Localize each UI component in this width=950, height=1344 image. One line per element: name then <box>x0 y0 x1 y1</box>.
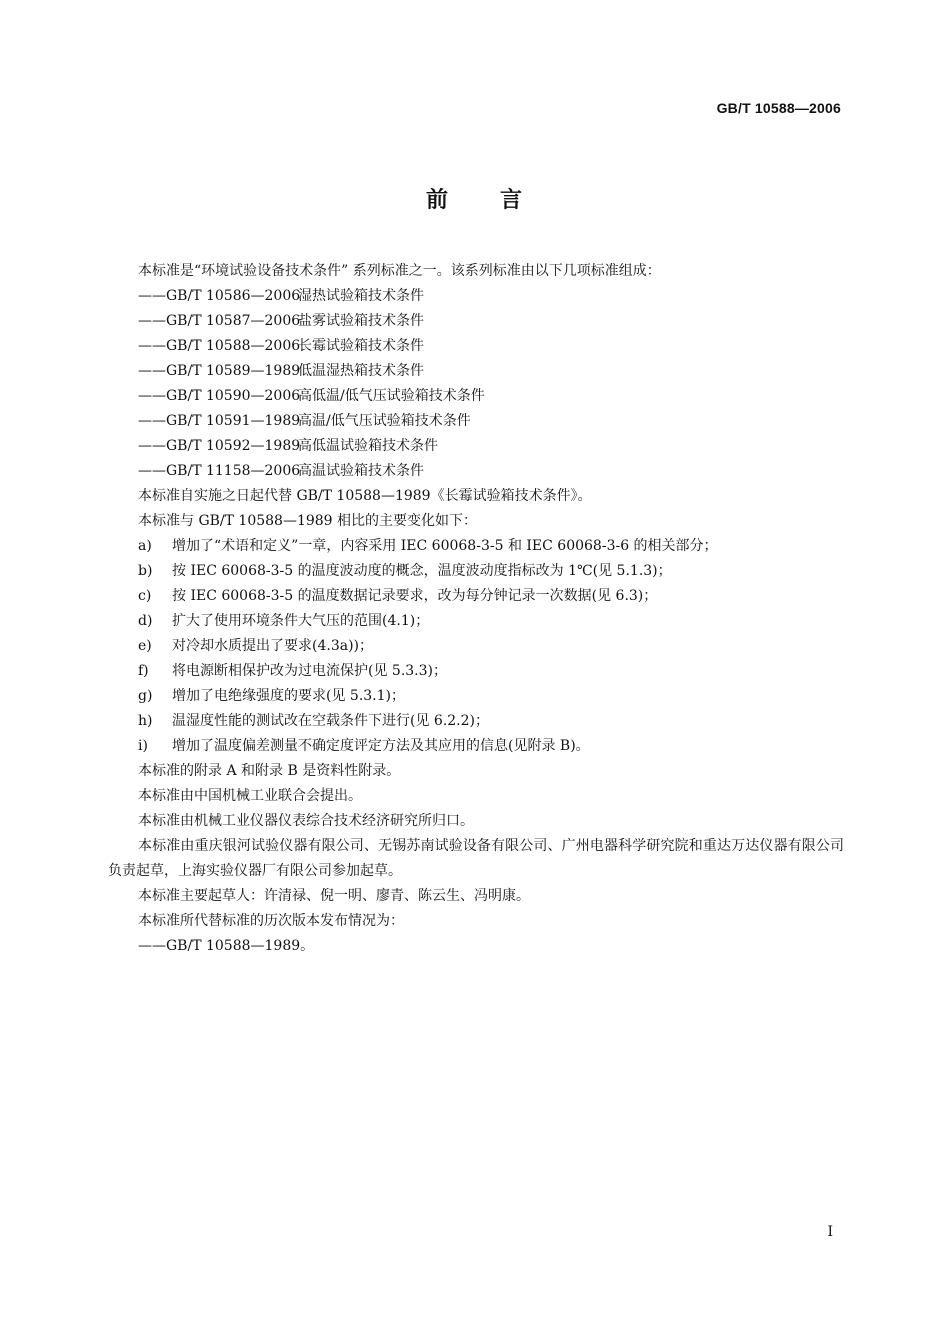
list-item <box>108 609 844 634</box>
changes-intro-paragraph: 本标准与 GB/T 10588—1989 相比的主要变化如下： <box>138 513 478 529</box>
item-text: 温湿度性能的测试改在空载条件下进行(见 6.2.2)； <box>172 713 489 729</box>
list-item <box>108 309 844 334</box>
list-item <box>108 434 844 459</box>
page-title-part2: 言 <box>500 188 525 213</box>
item-marker: c) <box>138 588 152 604</box>
item-text: 对冷却水质提出了要求(4.3a))； <box>172 638 373 654</box>
replaces-paragraph: 本标准自实施之日起代替 GB/T 10588—1989《长霉试验箱技术条件》。 <box>138 488 592 504</box>
list-item <box>108 409 844 434</box>
standard-code: ——GB/T 10586—2006 <box>138 288 301 304</box>
administration-paragraph: 本标准由机械工业仪器仪表综合技术经济研究所归口。 <box>138 813 474 829</box>
standard-name: 低温湿热箱技术条件 <box>298 363 424 379</box>
list-item <box>108 659 844 684</box>
annex-paragraph: 本标准的附录 A 和附录 B 是资料性附录。 <box>138 763 401 779</box>
list-item <box>108 534 844 559</box>
item-text: 增加了温度偏差测量不确定度评定方法及其应用的信息(见附录 B)。 <box>172 738 590 754</box>
item-text: 扩大了使用环境条件大气压的范围(4.1)； <box>172 613 430 629</box>
standard-code: ——GB/T 10589—1989 <box>138 363 301 379</box>
standard-name: 高低温/低气压试验箱技术条件 <box>298 388 485 404</box>
list-item <box>108 634 844 659</box>
history-item: ——GB/T 10588—1989。 <box>138 938 315 954</box>
item-text: 增加了“术语和定义”一章，内容采用 IEC 60068-3-5 和 IEC 60068-3-6 的相关部分； <box>172 538 718 554</box>
standard-code: ——GB/T 11158—2006 <box>138 463 301 479</box>
list-item <box>108 334 844 359</box>
item-marker: a) <box>138 538 152 554</box>
foreword-body <box>108 259 844 959</box>
proposer-paragraph: 本标准由中国机械工业联合会提出。 <box>138 788 362 804</box>
list-item <box>108 384 844 409</box>
standard-name: 高温/低气压试验箱技术条件 <box>298 413 471 429</box>
list-item <box>108 584 844 609</box>
list-item <box>108 459 844 484</box>
list-item <box>108 359 844 384</box>
drafters-org-paragraph: 本标准由重庆银河试验仪器有限公司、无锡苏南试验设备有限公司、广州电器科学研究院和重达万达仪器有限公司负责起草，上海实验仪器厂有限公司参加起草。 <box>108 838 844 879</box>
list-item <box>108 734 844 759</box>
standard-code-header: GB/T 10588—2006 <box>716 100 841 116</box>
standard-code: ——GB/T 10591—1989 <box>138 413 301 429</box>
history-intro-paragraph: 本标准所代替标准的历次版本发布情况为： <box>138 913 404 929</box>
page-title <box>0 183 950 214</box>
item-marker: g) <box>138 688 153 704</box>
item-text: 增加了电绝缘强度的要求(见 5.3.1)； <box>172 688 405 704</box>
list-item <box>108 284 844 309</box>
standard-name: 湿热试验箱技术条件 <box>298 288 424 304</box>
drafters-paragraph: 本标准主要起草人：许清禄、倪一明、廖青、陈云生、冯明康。 <box>138 888 530 904</box>
item-text: 将电源断相保护改为过电流保护(见 5.3.3)； <box>172 663 447 679</box>
standard-code: ——GB/T 10587—2006 <box>138 313 301 329</box>
standard-name: 盐雾试验箱技术条件 <box>298 313 424 329</box>
item-text: 按 IEC 60068-3-5 的温度波动度的概念，温度波动度指标改为 1℃(见 5.1.3)； <box>172 563 672 579</box>
item-text: 按 IEC 60068-3-5 的温度数据记录要求，改为每分钟记录一次数据(见 6.3)； <box>172 588 658 604</box>
standard-name: 高低温试验箱技术条件 <box>298 438 438 454</box>
standard-name: 高温试验箱技术条件 <box>298 463 424 479</box>
list-item <box>108 709 844 734</box>
page-title-part1: 前 <box>425 188 450 213</box>
item-marker: h) <box>138 713 153 729</box>
standard-code: ——GB/T 10588—2006 <box>138 338 301 354</box>
list-item <box>108 684 844 709</box>
intro-paragraph: 本标准是“环境试验设备技术条件” 系列标准之一。该系列标准由以下几项标准组成： <box>138 263 661 279</box>
item-marker: i) <box>138 738 148 754</box>
series-list <box>108 284 844 484</box>
item-marker: b) <box>138 563 153 579</box>
item-marker: e) <box>138 638 152 654</box>
standard-code: ——GB/T 10592—1989 <box>138 438 301 454</box>
page-number: I <box>827 1224 833 1240</box>
changes-list <box>108 534 844 759</box>
standard-name: 长霉试验箱技术条件 <box>298 338 424 354</box>
standard-code: ——GB/T 10590—2006 <box>138 388 301 404</box>
list-item <box>108 559 844 584</box>
item-marker: d) <box>138 613 153 629</box>
item-marker: f) <box>138 663 149 679</box>
